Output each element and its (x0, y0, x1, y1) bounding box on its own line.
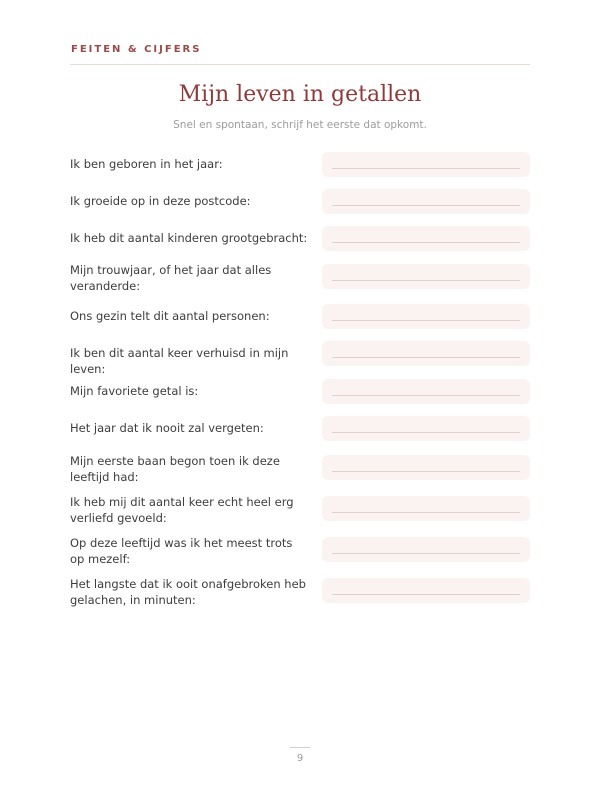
question-label: Het jaar dat ik nooit zal vergeten: (70, 421, 264, 435)
page-subtitle: Snel en spontaan, schrijf het eerste dat opkomt. (173, 119, 427, 131)
question-row-first-job-age (70, 455, 530, 485)
answer-field[interactable] (322, 537, 530, 562)
answer-field[interactable] (322, 578, 530, 603)
question-label: Mijn favoriete getal is: (70, 384, 199, 398)
page-number: 9 (296, 753, 304, 764)
question-label: Mijn eerste baan begon toen ik deze leeftijd had: (70, 454, 280, 484)
answer-field[interactable] (322, 416, 530, 441)
page-title: Mijn leven in getallen (178, 82, 422, 107)
question-row-moves (70, 341, 530, 376)
question-label: Ik heb dit aantal kinderen grootgebracht: (70, 231, 308, 245)
answer-field[interactable] (322, 226, 530, 251)
section-header: FEITEN & CIJFERS (71, 44, 202, 55)
question-label: Ik groeide op in deze postcode: (70, 194, 251, 208)
answer-field[interactable] (322, 264, 530, 289)
question-label: Mijn trouwjaar, of het jaar dat alles veranderde: (70, 263, 272, 293)
question-row-household (70, 304, 530, 334)
question-row-proudest-age (70, 537, 530, 567)
answer-field[interactable] (322, 152, 530, 177)
footer-divider (290, 747, 310, 748)
answer-field[interactable] (322, 304, 530, 329)
question-row-in-love (70, 496, 530, 526)
question-label: Het langste dat ik ooit onafgebroken heb gelachen, in minuten: (70, 577, 306, 607)
question-row-unforgettable-year (70, 416, 530, 446)
question-label: Op deze leeftijd was ik het meest trots op mezelf: (70, 536, 293, 566)
question-row-favorite-number (70, 379, 530, 409)
question-row-longest-laugh (70, 578, 530, 608)
answer-field[interactable] (322, 189, 530, 214)
question-label: Ik ben geboren in het jaar: (70, 157, 223, 171)
answer-field[interactable] (322, 341, 530, 366)
header-divider (70, 64, 530, 65)
question-row-postcode (70, 189, 530, 219)
question-label: Ik heb mij dit aantal keer echt heel erg verliefd gevoeld: (70, 495, 294, 525)
answer-field[interactable] (322, 379, 530, 404)
question-row-children (70, 226, 530, 256)
question-row-wedding-year (70, 264, 530, 294)
question-label: Ons gezin telt dit aantal personen: (70, 309, 270, 323)
answer-field[interactable] (322, 455, 530, 480)
question-label: Ik ben dit aantal keer verhuisd in mijn leven: (70, 346, 289, 376)
question-row-birth-year (70, 152, 530, 182)
answer-field[interactable] (322, 496, 530, 521)
